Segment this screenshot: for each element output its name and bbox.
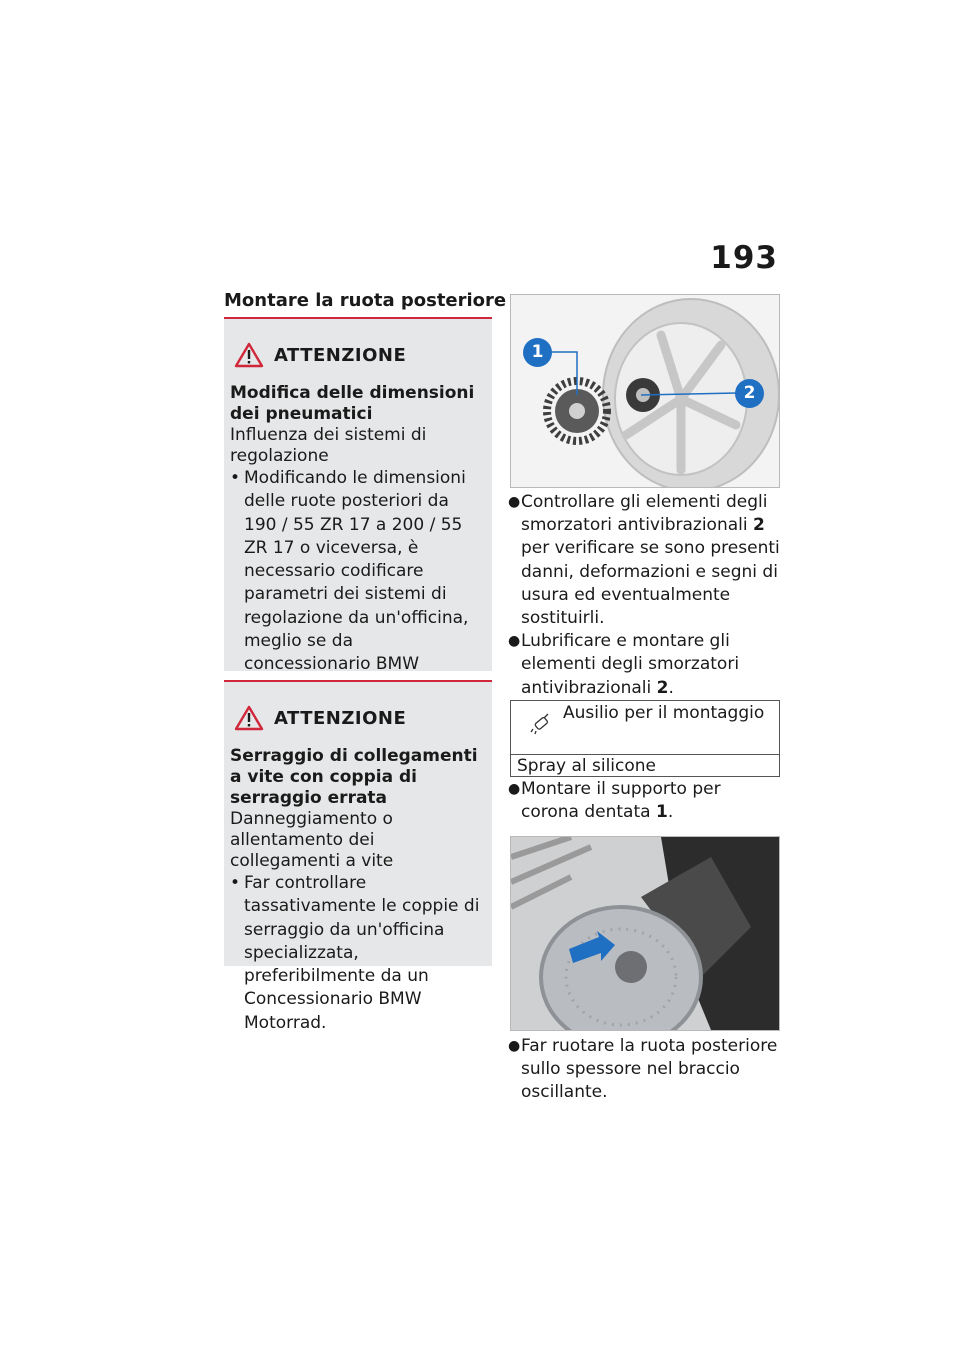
assembly-aid-table: [510, 700, 780, 777]
step-text: Far ruotare la ruota posteriore sullo spessore nel braccio oscillante.: [521, 1036, 778, 1103]
warning-subtitle: Modifica delle dimensioni dei pneumatici: [230, 383, 475, 424]
list-item: ● Montare il supporto per corona dentata 1.: [508, 779, 721, 823]
step-list: [508, 1035, 783, 1105]
list-item: ● Lubrificare e montare gli elementi degli smorzatori antivibrazionali 2.: [508, 631, 740, 698]
list-item: ● Controllare gli elementi degli smorzatori antivibrazionali 2 per verificare se sono presenti danni, deformazioni e segni di usura ed eventualmente sostituirli.: [508, 492, 780, 629]
callout-2: 2: [735, 379, 764, 408]
warning-triangle-icon: [234, 342, 264, 368]
page-number: 193: [710, 240, 778, 276]
section-title: Montare la ruota posteriore: [224, 290, 507, 311]
warning-label: ATTENZIONE: [274, 707, 407, 729]
step-ref: 1: [655, 802, 668, 823]
aid-title: Ausilio per il montaggio: [563, 703, 765, 723]
swingarm-photo: [510, 836, 780, 1031]
warning-bullet-text: Far controllare tassativamente le coppie di serraggio da un'officina specializzata, preferibilmente da un Concessionario BMW Motorrad.: [244, 873, 480, 1033]
step-text: Montare il supporto per corona dentata: [521, 779, 721, 823]
warning-bullet: • Far controllare tassativamente le coppie di serraggio da un'officina specializzata, preferibilmente da un Concessionario BMW Motorrad.: [230, 872, 484, 1035]
warning-triangle-icon: [234, 705, 264, 731]
step-text-after: per verificare se sono presenti danni, deformazioni e segni di usura ed eventualmente sostituirli.: [521, 538, 780, 629]
warning-text: Danneggiamento o allentamento dei collegamenti a vite: [230, 809, 394, 871]
step-list: [508, 491, 783, 700]
step-text: Controllare gli elementi degli smorzatori antivibrazionali: [521, 492, 768, 536]
spray-can-icon: [529, 711, 553, 735]
aid-item: Spray al silicone: [517, 756, 657, 776]
warning-bullet: • Modificando le dimensioni delle ruote posteriori da 190 / 55 ZR 17 a 200 / 55 ZR 17 o viceversa, è necessario codificare parametri dei sistemi di regolazione da un'officina, meglio se da concessionario BMW: [230, 467, 484, 700]
rear-wheel-figure: [510, 294, 780, 488]
callout-1: 1: [523, 338, 552, 367]
list-item: ● Far ruotare la ruota posteriore sullo spessore nel braccio oscillante.: [508, 1035, 783, 1105]
step-text-after: .: [667, 802, 674, 823]
warning-bullet-text: Modificando le dimensioni delle ruote posteriori da 190 / 55 ZR 17 a 200 / 55 ZR 17 o viceversa, è necessario codificare parametri dei sistemi di regolazione da un'officina, meglio se da concessionario BMW: [244, 468, 469, 675]
step-text-after: .: [668, 677, 674, 698]
warning-box: [224, 317, 492, 675]
step-ref: 2: [752, 515, 765, 536]
warning-label: ATTENZIONE: [274, 344, 407, 366]
step-ref: 2: [656, 677, 669, 698]
step-text: Lubrificare e montare gli elementi degli smorzatori antivibrazionali: [521, 631, 740, 698]
warning-text: Influenza dei sistemi di regolazione: [230, 425, 427, 466]
warning-subtitle: Serraggio di collegamenti a vite con coppia di serraggio errata: [230, 746, 478, 808]
step-list: [508, 778, 783, 824]
warning-box: [224, 680, 492, 1033]
